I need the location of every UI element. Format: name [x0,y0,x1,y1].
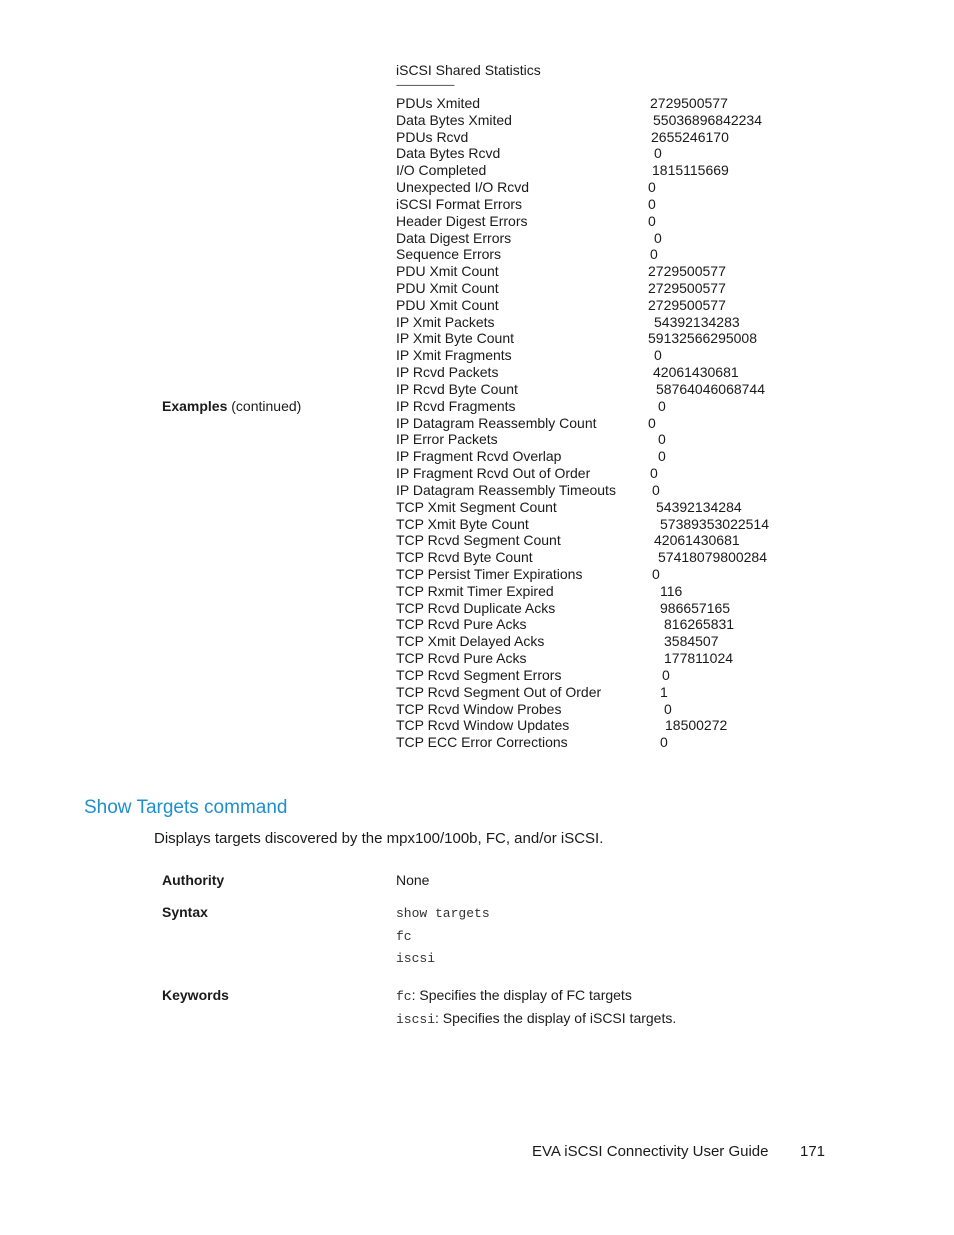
stat-label: Data Bytes Rcvd [396,145,501,162]
stat-label: TCP Rxmit Timer Expired [396,582,554,599]
stat-label: PDU Xmit Count [396,263,499,280]
stat-label: Header Digest Errors [396,212,528,229]
stat-value: 42061430681 [654,532,740,549]
stat-value: 0 [654,347,662,364]
stats-separator: ----------------------------- [396,80,454,90]
stat-value: 0 [654,229,662,246]
section-title: Show Targets command [84,797,288,818]
stat-value: 0 [648,212,656,229]
keyword-code: fc [396,989,412,1004]
stat-label: TCP Rcvd Segment Out of Order [396,683,602,700]
stat-label: IP Rcvd Fragments [396,397,516,414]
stat-value: 0 [650,246,658,263]
stats-title: iSCSI Shared Statistics [396,62,541,78]
stat-label: IP Rcvd Byte Count [396,380,518,397]
keyword-text: : Specifies the display of iSCSI targets. [435,1010,677,1026]
syntax-line: iscsi [396,951,436,966]
stat-label: TCP ECC Error Corrections [396,734,568,751]
stat-value: 2729500577 [648,263,726,280]
stat-value: 816265831 [664,616,735,633]
examples-suffix: (continued) [227,398,302,414]
stat-value: 1815115669 [652,162,729,179]
page-number: 171 [800,1143,826,1160]
stat-value: 0 [648,414,656,431]
stat-label: TCP Rcvd Segment Errors [396,666,562,683]
stat-label: TCP Rcvd Segment Count [396,532,561,549]
keywords-term: Keywords [162,987,229,1003]
stat-label: TCP Rcvd Pure Acks [396,650,527,667]
stat-label: TCP Rcvd Byte Count [396,549,533,566]
stat-value: 0 [652,481,660,498]
stat-value: 116 [660,582,683,599]
examples-bold: Examples [162,398,228,414]
stat-label: TCP Rcvd Duplicate Acks [396,599,556,616]
stat-value: 3584507 [664,633,719,650]
syntax-line: show targets [396,906,490,921]
stat-label: PDUs Rcvd [396,128,469,145]
stat-label: Sequence Errors [396,246,502,263]
stat-value: 0 [658,397,666,414]
stat-value: 55036896842234 [653,111,763,128]
keyword-item [396,1010,676,1027]
keyword-code: iscsi [396,1012,436,1027]
stat-value: 0 [664,700,672,717]
stat-label: IP Xmit Fragments [396,347,512,364]
stat-value: 2729500577 [650,95,728,111]
stat-value: 2729500577 [648,296,726,313]
stat-label: TCP Rcvd Window Probes [396,700,562,717]
stat-label: IP Datagram Reassembly Timeouts [396,481,616,498]
stat-label: IP Rcvd Packets [396,364,499,381]
stat-value: 0 [648,195,656,212]
stat-label: IP Fragment Rcvd Out of Order [396,465,591,482]
stat-value: 0 [650,465,658,482]
stat-label: PDU Xmit Count [396,296,499,313]
stat-label: IP Xmit Packets [396,313,495,330]
stat-label: Unexpected I/O Rcvd [396,179,530,196]
stat-label: PDUs Xmited [396,95,481,111]
stat-value: 54392134283 [654,313,740,330]
stat-value: 0 [662,666,670,683]
stat-value: 0 [658,448,666,465]
examples-label [162,398,301,414]
stat-label: PDU Xmit Count [396,280,499,297]
stat-label: IP Datagram Reassembly Count [396,414,597,431]
stat-value: 57418079800284 [658,549,768,566]
stat-label: TCP Xmit Delayed Acks [396,633,545,650]
stat-value: 59132566295008 [648,330,758,347]
stat-label: TCP Persist Timer Expirations [396,565,583,582]
stat-value: 54392134284 [656,498,742,515]
keyword-item [396,987,632,1004]
keyword-text: : Specifies the display of FC targets [411,987,632,1003]
section-description: Displays targets discovered by the mpx100/100b, FC, and/or iSCSI. [154,830,604,847]
footer-guide-title: EVA iSCSI Connectivity User Guide [532,1143,769,1160]
stat-label: Data Digest Errors [396,229,512,246]
stat-value: 2655246170 [651,128,729,145]
stat-label: Data Bytes Xmited [396,111,512,128]
authority-value: None [396,872,430,888]
stat-value: 58764046068744 [656,380,766,397]
stat-value: 0 [658,431,666,448]
stat-label: TCP Rcvd Window Updates [396,717,570,734]
syntax-term: Syntax [162,904,208,920]
authority-term: Authority [162,872,225,888]
stat-value: 18500272 [665,717,728,734]
stat-label: TCP Xmit Byte Count [396,515,529,532]
stat-value: 57389353022514 [660,515,770,532]
stat-value: 0 [652,565,660,582]
stat-value: 1 [660,683,668,700]
stat-label: TCP Rcvd Pure Acks [396,616,527,633]
stat-label: IP Error Packets [396,431,498,448]
stat-value: 0 [660,734,668,751]
stat-value: 177811024 [664,650,734,667]
stat-label: IP Fragment Rcvd Overlap [396,448,562,465]
stat-value: 0 [654,145,662,162]
syntax-line: fc [396,929,412,944]
stat-label: I/O Completed [396,162,487,179]
stat-value: 42061430681 [653,364,739,381]
stat-value: 986657165 [660,599,731,616]
stat-label: TCP Xmit Segment Count [396,498,557,515]
stat-value: 0 [648,179,656,196]
stat-value: 2729500577 [648,280,726,297]
stat-label: iSCSI Format Errors [396,195,523,212]
stat-label: IP Xmit Byte Count [396,330,515,347]
